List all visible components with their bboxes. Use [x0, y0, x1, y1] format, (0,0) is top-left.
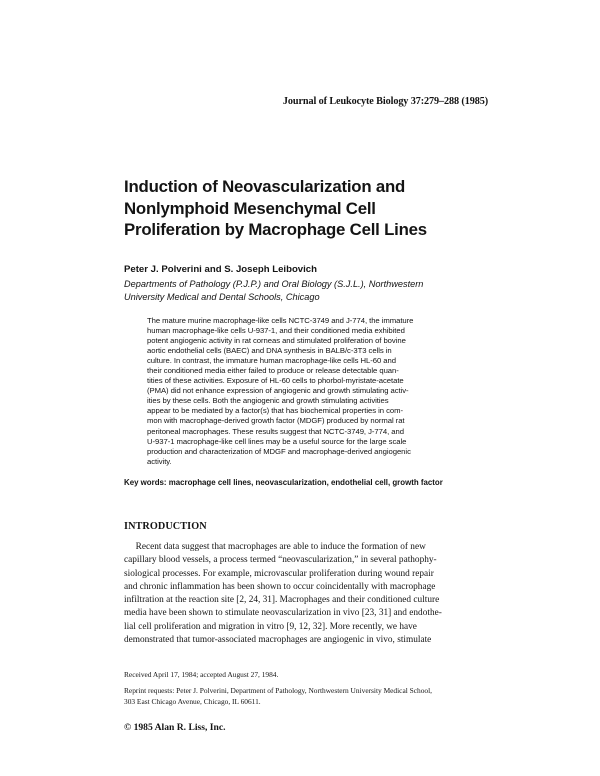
reprint-line: 303 East Chicago Avenue, Chicago, IL 60611.: [124, 697, 261, 706]
abstract-line: culture. In contrast, the immature human macrophage-like cells HL-60 and: [147, 356, 396, 366]
received-note: Received April 17, 1984; accepted August 27, 1984.: [124, 670, 279, 679]
affiliation: [124, 278, 496, 303]
affiliation-line: Departments of Pathology (P.J.P.) and Oral Biology (S.J.L.), Northwestern: [124, 279, 424, 289]
keywords: Key words: macrophage cell lines, neovascularization, endothelial cell, growth factor: [124, 478, 443, 487]
body-line: capillary blood vessels, a process termed “neovascularization,” in several pathophy-: [124, 555, 437, 566]
article-title: [124, 176, 494, 241]
body-line: siological processes. For example, microvascular proliferation during wound repair: [124, 568, 434, 579]
title-line: Nonlymphoid Mesenchymal Cell: [124, 198, 376, 218]
section-heading-introduction: INTRODUCTION: [124, 521, 207, 532]
footnotes: [124, 669, 494, 707]
body-line: lial cell proliferation and migration in vitro [9, 12, 32]. More recently, we have: [124, 621, 417, 632]
journal-citation: Journal of Leukocyte Biology 37:279–288 (1985): [282, 96, 488, 107]
abstract-line: The mature murine macrophage-like cells NCTC-3749 and J-774, the immature: [147, 316, 414, 325]
abstract-line: tities of these activities. Exposure of HL-60 cells to phorbol-myristate-acetate: [147, 376, 404, 386]
title-line: Proliferation by Macrophage Cell Lines: [124, 220, 427, 239]
abstract: [147, 316, 479, 467]
abstract-line: production and characterization of MDGF and macrophage-derived angiogenic: [147, 446, 411, 456]
abstract-line: U-937-1 macrophage-like cell lines may be a useful source for the large scale: [147, 436, 407, 446]
abstract-line: human macrophage-like cells U-937-1, and their conditioned media exhibited: [147, 326, 405, 336]
abstract-line: peritoneal macrophages. These results suggest that NCTC-3749, J-774, and: [147, 426, 404, 436]
body-line: infiltration at the reaction site [2, 24, 31]. Macrophages and their conditioned culture: [124, 595, 440, 606]
copyright-notice: © 1985 Alan R. Liss, Inc.: [124, 722, 226, 733]
abstract-line: aortic endothelial cells (BAEC) and DNA synthesis in BALB/c-3T3 cells in: [147, 346, 392, 356]
abstract-line: (PMA) did not enhance expression of angiogenic and growth stimulating activ-: [147, 386, 409, 396]
abstract-line: activity.: [147, 456, 172, 466]
introduction-text: [124, 541, 489, 647]
body-line: and chronic inflammation has been shown to occur coincidentally with macrophage: [124, 581, 436, 592]
abstract-line: appear to be mediated by a factor(s) that has biochemical properties in com-: [147, 406, 403, 416]
affiliation-line: University Medical and Dental Schools, Chicago: [124, 291, 320, 302]
abstract-line: their conditioned media either failed to produce or release detectable quan-: [147, 366, 399, 376]
body-line: demonstrated that tumor-associated macrophages are angiogenic in vivo, stimulate: [124, 635, 432, 646]
title-line: Induction of Neovascularization and: [124, 177, 406, 196]
abstract-line: potent angiogenic activity in rat corneas and stimulated proliferation of bovine: [147, 336, 406, 346]
reprint-line: Reprint requests: Peter J. Polverini, Department of Pathology, Northwestern University Medical School,: [124, 686, 433, 695]
abstract-line: mon with macrophage-derived growth factor (MDGF) produced by normal rat: [147, 416, 405, 426]
author-list: Peter J. Polverini and S. Joseph Leibovich: [124, 264, 317, 275]
body-line: Recent data suggest that macrophages are able to induce the formation of new: [124, 542, 426, 552]
body-line: media have been shown to stimulate neovascularization in vivo [23, 31] and endothe-: [124, 608, 442, 619]
abstract-line: ities by these cells. Both the angiogenic and growth stimulating activities: [147, 396, 389, 406]
